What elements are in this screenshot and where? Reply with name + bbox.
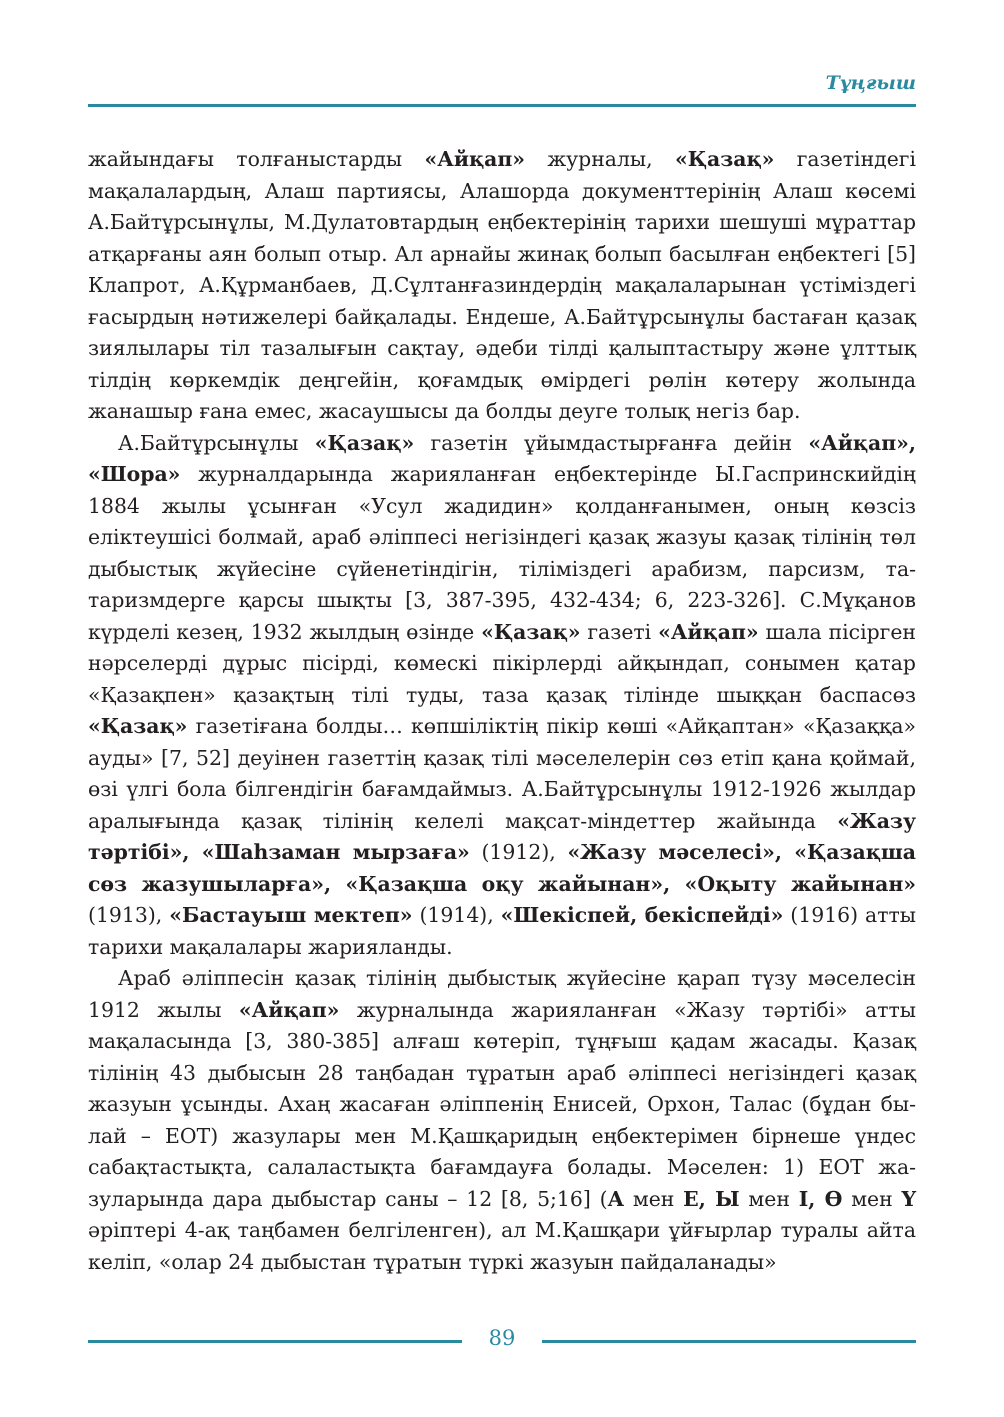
bold-title-text: «Қазақ» bbox=[314, 430, 415, 455]
bold-title-text: І, Ө bbox=[798, 1186, 843, 1211]
paragraph bbox=[88, 963, 916, 1278]
paragraph-text: шала пісірген нәрселерді дұрыс пісірді, көмескі пікірлерді айқындап, сонымен қатар «Қазақпен» қазақтың тілі туды, таза қазақ тілінде шыққан баспасөз bbox=[88, 619, 917, 707]
bold-title-text: «Айқап» bbox=[424, 147, 526, 171]
body-text bbox=[88, 144, 916, 1278]
bold-title-text: Е, Ы bbox=[683, 1186, 740, 1211]
paragraph-text: газетіғана болды… көпшіліктің пікір көші «Айқаптан» «Қазаққа» ауды» [7, 52] деуінен газеттің қазақ тілі мәселелерін сөз етіп қана қоймай, өзі үлгі бола білгендігін бағамдаймыз. А.Байтұрсынұлы 1912-1926 жылдар аралығында қазақ тілінің келелі мақсат-міндеттер жайында bbox=[88, 714, 916, 833]
paragraph-text: газеті bbox=[580, 619, 659, 644]
footer-rule-left bbox=[88, 1340, 462, 1343]
bold-title-text: «Қазақ» bbox=[88, 714, 188, 738]
bold-title-text: Ү bbox=[901, 1186, 917, 1211]
paragraph-text: журналдарында жарияланған еңбектерінде Ы.Гаспринскийдің 1884 жылы ұсынған «Усул жадидин» қолданғанымен, оның көзсіз еліктеушісі болмай, араб әліппесі негізіндегі қазақ жазуы қазақ тілінің төл дыбыстық жүйесіне сүйенетіндігін, тіліміздегі арабизм, парсизм, татаризмдерге қарсы шықты [3, 387-395, 432-434; 6, 223-326]. С.Мұқанов күрделі кезең, 1932 жылдың өзінде bbox=[88, 462, 916, 644]
paragraph-text: журналында жарияланған «Жазу тәртібі» атты мақаласында [3, 380-385] алғаш көтеріп, тұңғыш қадам жасады. Қазақ тілінің 43 дыбысын 28 таңбадан тұратын араб әліппесі негізіндегі қазақ жазуын ұсынды. Ахаң жасаған әліппенің Енисей, Орхон, Талас (бұдан былай – ЕОТ) жазулары мен М.Қашқаридың еңбектерімен бірнеше үндес сабақтастықта, салаластықта бағамдауға болады. Мәселен: 1) ЕОТ жазуларында дара дыбыстар саны – 12 [8, 5;16] ( bbox=[88, 997, 916, 1211]
paragraph-text: газетіндегі мақалалардың, Алаш партиясы, Алашорда документтерінің Алаш көсемі А.Байтұрсынұлы, М.Дулатовтардың еңбектерінің тарихи шешуші мұраттар атқарғаны аян болып отыр. Ал арнайы жинақ болып басылған еңбектегі [5] Клапрот, А.Құрманбаев, Д.Сұлтанғазиндердің мақалаларынан үстіміздегі ғасырдың нәтижелері байқалады. Ендеше, А.Байтұрсынұлы бастаған қазақ зиялылары тіл тазалығын сақтау, әдеби тілді қалыптастыру және ұлттық тілдің көркемдік деңгейін, қоғамдық өмірдегі рөлін көтеру жолында жанашыр ғана емес, жасаушысы да болды деуге толық негіз бар. bbox=[88, 147, 916, 423]
paragraph-text: мен bbox=[842, 1186, 902, 1211]
paragraph-text: Араб әліппесін қазақ тілінің дыбыстық жүйесіне қарап түзу мәселесін 1912 жылы bbox=[88, 966, 916, 1022]
bold-title-text: «Айқап» bbox=[658, 619, 759, 644]
paragraph-text: газетін ұйымдастырғанға дейін bbox=[414, 430, 809, 455]
header-rule bbox=[88, 104, 916, 107]
footer-rule-right bbox=[542, 1340, 916, 1343]
paragraph-text: А.Байтұрсынұлы bbox=[118, 430, 315, 455]
paragraph-text: жайындағы толғаныстарды bbox=[88, 147, 425, 171]
paragraph-text: (1914), bbox=[412, 903, 501, 927]
paragraph-text: әріптері 4-ақ таңбамен белгіленген), ал М.Қашқари ұйғырлар туралы айта келіп, «олар 24 дыбыстан тұратын түркі жазуын пайдаланады» bbox=[88, 1218, 916, 1274]
paragraph bbox=[88, 144, 916, 428]
paragraph-text: мен bbox=[739, 1186, 799, 1211]
paragraph-text: мен bbox=[624, 1186, 684, 1211]
paragraph-text: журналы, bbox=[525, 147, 675, 171]
bold-title-text: «Жазу мәселесі», «Қазақша сөз жазушыларға», «Қазақша оқу жайынан», «Оқыту жайынан» bbox=[88, 840, 916, 896]
bold-title-text: «Бастауыш мектеп» bbox=[169, 903, 413, 927]
bold-title-text: «Жазу тәртібі», «Шаһзаман мырзаға» bbox=[88, 808, 916, 864]
page-number: 89 bbox=[488, 1326, 516, 1350]
bold-title-text: «Айқап», «Шора» bbox=[88, 430, 916, 486]
bold-title-text: «Қазақ» bbox=[481, 619, 581, 644]
paragraph bbox=[88, 428, 916, 964]
bold-title-text: «Қазақ» bbox=[674, 147, 775, 171]
paragraph-text: (1916) атты тарихи мақалалары жарияланды. bbox=[88, 903, 916, 959]
paragraph-text: (1913), bbox=[88, 903, 170, 927]
bold-title-text: «Шекіспей, бекіспейді» bbox=[500, 903, 784, 927]
running-head-title: Тұңғыш bbox=[825, 72, 916, 94]
bold-title-text: «Айқап» bbox=[238, 997, 340, 1022]
paragraph-text: (1912), bbox=[469, 840, 568, 864]
bold-title-text: А bbox=[607, 1186, 625, 1211]
